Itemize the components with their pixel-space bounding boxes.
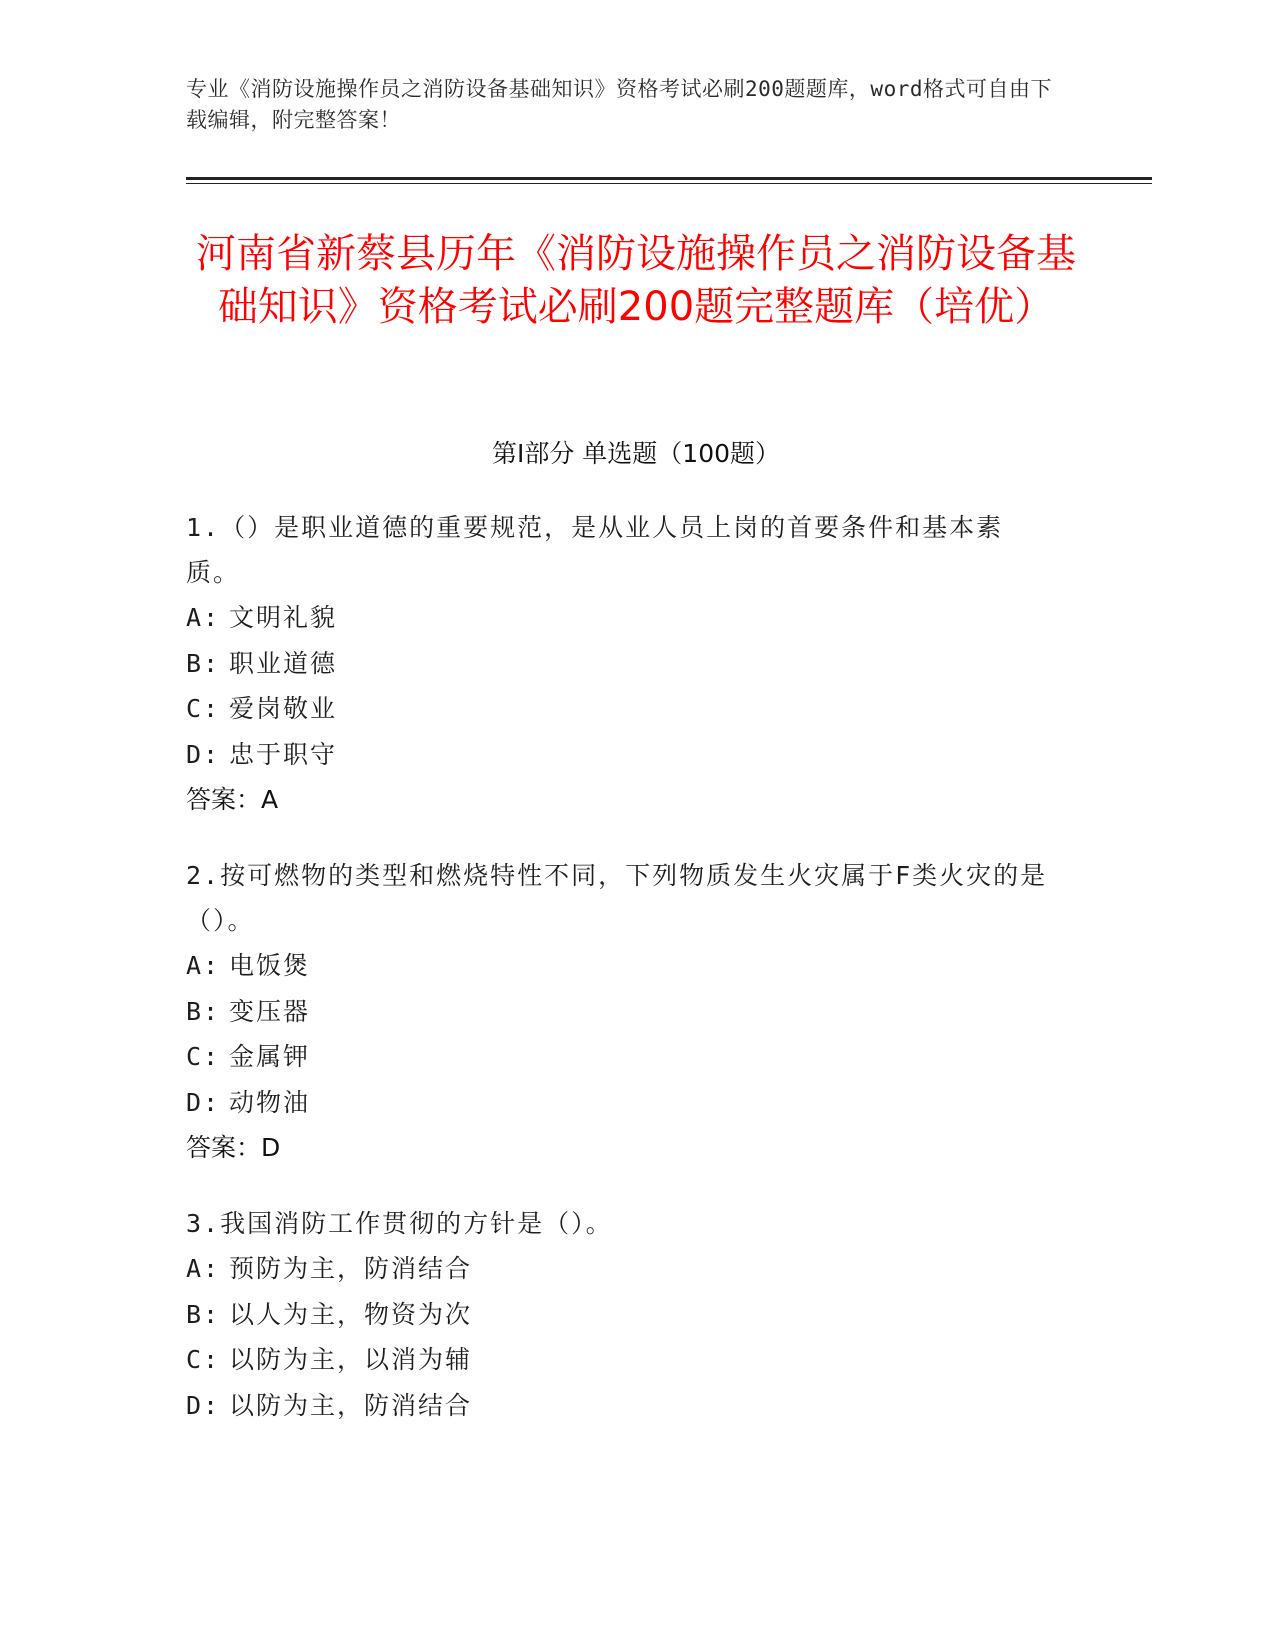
- option-key: A:: [186, 1254, 221, 1283]
- option-key: C:: [186, 1042, 221, 1071]
- question-2: [186, 853, 1056, 1170]
- document-title: 河南省新蔡县历年《消防设施操作员之消防设备基础知识》资格考试必刷200题完整题库（培优）: [196, 231, 1076, 330]
- option-key: B:: [186, 1299, 221, 1329]
- option-key: B:: [186, 648, 221, 678]
- option-text: 金属钾: [229, 1042, 311, 1071]
- option-text: 爱岗敬业: [229, 694, 338, 723]
- option-c: [186, 1034, 1056, 1080]
- option-text: 忠于职守: [229, 739, 338, 769]
- option-text: 以防为主，以消为辅: [229, 1345, 473, 1374]
- option-key: C:: [186, 1345, 221, 1374]
- option-d: [186, 1080, 1056, 1126]
- option-key: C:: [186, 694, 221, 723]
- option-text: 动物油: [229, 1087, 311, 1117]
- header-note: 专业《消防设施操作员之消防设备基础知识》资格考试必刷200题题库，word格式可自由下载编辑，附完整答案！: [186, 77, 1052, 132]
- question-text: 3.我国消防工作贯彻的方针是（）。: [186, 1209, 613, 1238]
- question-text: 1.（）是职业道德的重要规范，是从业人员上岗的首要条件和基本素质。: [186, 513, 1004, 587]
- option-text: 以防为主，防消结合: [229, 1390, 473, 1420]
- option-d: [186, 732, 1056, 778]
- question-1: [186, 505, 1056, 822]
- option-c: [186, 1337, 1056, 1383]
- option-key: D:: [186, 1087, 221, 1117]
- option-b: [186, 1292, 1056, 1338]
- option-text: 变压器: [229, 996, 311, 1026]
- option-text: 以人为主，物资为次: [229, 1299, 473, 1329]
- option-key: D:: [186, 1390, 221, 1420]
- option-text: 文明礼貌: [229, 603, 338, 632]
- option-a: [186, 595, 1056, 641]
- option-a: [186, 943, 1056, 989]
- answer-line: 答案：A: [186, 785, 279, 814]
- option-text: 职业道德: [229, 648, 338, 678]
- answer-line: 答案：D: [186, 1133, 281, 1162]
- option-c: [186, 686, 1056, 732]
- option-key: D:: [186, 739, 221, 769]
- option-text: 电饭煲: [229, 951, 311, 980]
- header-divider-thin: [186, 183, 1152, 184]
- option-key: B:: [186, 996, 221, 1026]
- option-key: A:: [186, 603, 221, 632]
- option-b: [186, 641, 1056, 687]
- option-text: 预防为主，防消结合: [229, 1254, 473, 1283]
- option-a: [186, 1246, 1056, 1292]
- question-3: [186, 1201, 1056, 1428]
- option-b: [186, 989, 1056, 1035]
- header-divider-thick: [186, 177, 1152, 180]
- section-title: 第I部分 单选题（100题）: [491, 439, 781, 468]
- option-key: A:: [186, 951, 221, 980]
- question-text: 2.按可燃物的类型和燃烧特性不同，下列物质发生火灾属于F类火灾的是（）。: [186, 861, 1048, 935]
- option-d: [186, 1383, 1056, 1429]
